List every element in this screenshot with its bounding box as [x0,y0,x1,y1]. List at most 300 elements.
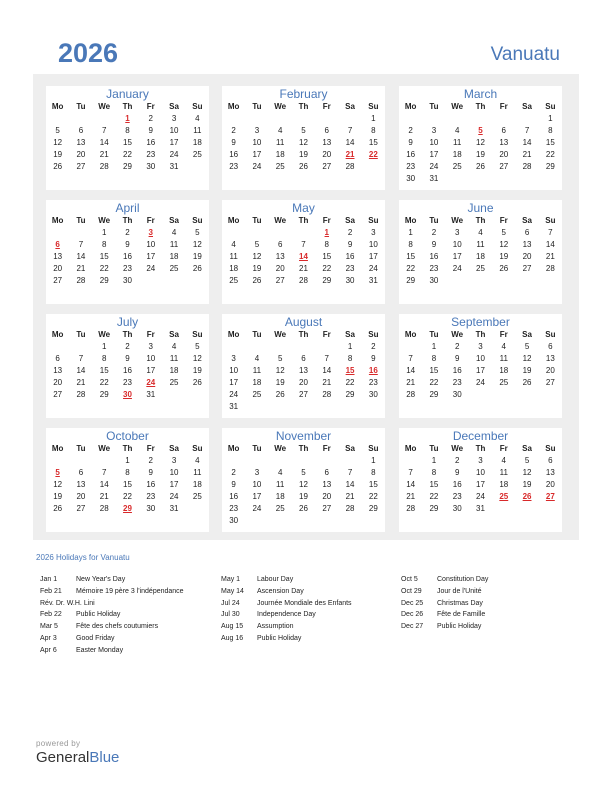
day-cell: 22 [429,378,439,387]
day-cell: 20 [322,492,332,501]
day-cell: 5 [301,468,306,477]
empty-cell [269,113,292,125]
day-cell: 11 [229,252,238,261]
brand-logo[interactable] [36,749,119,766]
day-cell: 23 [368,378,378,387]
month-june [399,200,562,304]
day-cell: 7 [548,228,553,237]
brand-general: General [36,749,90,766]
weekday-header: Su [368,102,379,111]
day-cell: 21 [545,252,555,261]
day-cell: 19 [275,378,285,387]
weekday-header: Tu [252,444,262,453]
holiday-name: Assumption [257,623,294,631]
empty-cell [422,113,445,125]
holiday-day-cell: 14 [299,252,308,261]
day-cell: 5 [195,228,200,237]
day-cell: 31 [229,402,239,411]
day-cell: 25 [275,162,285,171]
day-cell: 20 [76,492,86,501]
day-cell: 13 [545,354,555,363]
holiday-row [221,609,352,621]
day-cell: 20 [275,264,285,273]
day-cell: 7 [347,126,353,135]
weekday-header: Th [475,102,486,111]
day-cell: 12 [299,480,308,489]
weekday-header: Tu [76,444,86,453]
day-cell: 22 [322,264,332,273]
day-cell: 30 [452,504,462,513]
day-cell: 16 [146,138,156,147]
day-cell: 21 [76,264,86,273]
calendar-panel [33,74,579,540]
weekday-header: We [274,102,287,111]
day-cell: 14 [345,138,355,147]
day-cell: 29 [99,276,109,285]
day-cell: 19 [53,150,63,159]
day-cell: 23 [452,378,462,387]
weekday-header: Sa [522,444,532,453]
day-cell: 13 [76,480,86,489]
day-cell: 1 [408,228,413,237]
day-cell: 26 [275,390,285,399]
day-cell: 9 [148,468,153,477]
holiday-name: Jour de l'Unité [437,587,482,595]
empty-cell [46,455,69,467]
day-cell: 16 [452,480,462,489]
day-cell: 22 [123,492,132,501]
empty-cell [222,227,245,239]
day-cell: 16 [123,252,132,261]
day-cell: 12 [476,138,485,147]
weekday-header: Sa [345,330,355,339]
weekday-header: Th [298,330,309,339]
day-cell: 29 [545,162,555,171]
holiday-date: May 14 [221,587,244,595]
day-cell: 24 [252,162,262,171]
day-cell: 27 [522,264,532,273]
day-cell: 21 [406,492,416,501]
weekday-header: Fr [499,444,508,453]
day-cell: 12 [299,138,308,147]
day-cell: 15 [99,366,109,375]
day-cell: 14 [99,138,109,147]
day-cell: 27 [53,276,63,285]
day-cell: 23 [229,504,239,513]
day-cell: 3 [431,126,437,135]
day-cell: 8 [408,240,413,249]
day-cell: 1 [431,342,437,351]
day-cell: 10 [476,468,485,477]
day-cell: 21 [299,264,308,273]
weekday-header: Fr [146,102,155,111]
day-cell: 29 [429,390,439,399]
weekday-header: Su [192,216,203,225]
day-cell: 7 [301,240,306,249]
holiday-date: Mar 5 [40,623,58,631]
empty-cell [399,341,422,353]
holiday-date: Jul 30 [221,611,240,619]
day-cell: 30 [123,276,132,285]
day-cell: 9 [454,354,460,363]
day-grid [222,443,385,527]
day-cell: 29 [406,276,416,285]
holiday-row [40,609,184,621]
day-cell: 23 [123,378,132,387]
day-cell: 4 [195,456,200,465]
weekday-header: We [451,216,464,225]
day-cell: 25 [452,162,462,171]
day-cell: 6 [78,126,84,135]
day-cell: 19 [476,150,485,159]
holiday-column [40,574,184,657]
month-name: July [116,315,139,329]
month-name: June [467,201,494,215]
day-cell: 6 [548,342,553,351]
day-cell: 26 [476,162,485,171]
day-cell: 3 [148,342,153,351]
day-cell: 7 [101,468,107,477]
day-cell: 13 [275,252,285,261]
day-cell: 5 [277,354,283,363]
day-cell: 23 [146,150,156,159]
day-cell: 13 [76,138,86,147]
weekday-header: Th [122,444,133,453]
day-cell: 18 [229,264,239,273]
weekday-header: Th [122,330,133,339]
day-cell: 26 [192,378,202,387]
day-cell: 6 [324,468,329,477]
day-cell: 17 [169,480,179,489]
weekday-header: We [451,330,464,339]
day-cell: 10 [146,354,156,363]
day-cell: 15 [322,252,332,261]
day-cell: 18 [275,492,285,501]
weekday-header: Mo [404,330,417,339]
day-cell: 25 [499,378,509,387]
day-cell: 1 [125,456,130,465]
holiday-name: Journée Mondiale des Enfants [257,599,352,607]
empty-cell [446,113,469,125]
day-cell: 7 [524,126,530,135]
day-cell: 3 [254,468,260,477]
country-title: Vanuatu [490,44,560,65]
day-cell: 13 [299,366,308,375]
empty-cell [315,455,338,467]
day-cell: 2 [454,456,460,465]
day-cell: 21 [406,378,416,387]
day-cell: 8 [324,240,329,249]
empty-cell [93,455,116,467]
day-cell: 18 [499,366,509,375]
day-cell: 10 [229,366,239,375]
month-february [222,86,385,190]
weekday-header: Sa [169,330,179,339]
day-cell: 4 [501,342,506,351]
empty-cell [315,341,338,353]
weekday-header: We [98,102,111,111]
holiday-row [221,621,352,633]
day-cell: 4 [277,468,283,477]
day-cell: 3 [371,228,376,237]
day-cell: 28 [406,504,416,513]
day-grid [222,215,385,287]
day-cell: 18 [452,150,462,159]
weekday-header: Su [192,444,203,453]
day-cell: 1 [371,114,376,123]
weekday-header: Mo [51,216,64,225]
day-cell: 22 [123,150,132,159]
day-cell: 20 [545,480,555,489]
day-cell: 4 [171,228,177,237]
day-cell: 7 [408,354,413,363]
holiday-day-cell: 29 [123,504,132,513]
month-name: October [106,429,149,443]
day-cell: 27 [322,504,332,513]
day-cell: 10 [429,138,439,147]
day-cell: 27 [299,390,308,399]
day-cell: 11 [276,138,285,147]
empty-cell [399,455,422,467]
day-cell: 3 [254,126,260,135]
day-cell: 20 [53,264,63,273]
month-august [222,314,385,418]
day-cell: 22 [545,150,555,159]
brand-blue: Blue [89,749,120,766]
month-december [399,428,562,532]
holiday-date: Dec 25 [401,599,424,607]
day-cell: 9 [431,240,437,249]
day-cell: 4 [478,228,483,237]
month-name: November [275,429,332,443]
holiday-day-cell: 3 [148,228,153,237]
weekday-header: Mo [227,216,240,225]
empty-cell [269,341,292,353]
empty-cell [245,227,268,239]
day-cell: 12 [53,480,63,489]
day-cell: 2 [148,456,153,465]
weekday-header: Sa [522,330,532,339]
day-cell: 11 [193,126,202,135]
holiday-date: Aug 16 [221,634,244,642]
day-grid [399,101,562,185]
day-cell: 19 [53,492,63,501]
weekday-header: Su [545,102,556,111]
month-name: December [452,429,509,443]
day-cell: 27 [53,390,63,399]
day-cell: 24 [429,162,439,171]
day-cell: 17 [429,150,439,159]
day-cell: 9 [125,354,130,363]
day-cell: 20 [53,378,63,387]
day-grid [399,329,562,401]
empty-cell [46,113,69,125]
holiday-row [40,574,184,586]
day-cell: 4 [171,342,177,351]
day-cell: 9 [347,240,353,249]
day-cell: 31 [169,162,179,171]
day-cell: 29 [99,390,109,399]
day-cell: 15 [368,138,378,147]
holiday-date: Aug 15 [221,623,244,631]
day-cell: 17 [452,252,462,261]
day-cell: 22 [99,378,109,387]
weekday-header: We [98,216,111,225]
day-cell: 1 [431,456,437,465]
day-cell: 20 [499,150,509,159]
day-cell: 11 [169,354,179,363]
day-cell: 12 [192,354,202,363]
day-cell: 6 [277,240,283,249]
empty-cell [269,227,292,239]
weekday-header: Fr [146,216,155,225]
day-cell: 21 [99,150,109,159]
holiday-column [221,574,352,645]
day-cell: 24 [452,264,462,273]
day-cell: 23 [429,264,439,273]
day-cell: 29 [123,162,132,171]
weekday-header: Fr [499,330,508,339]
day-cell: 12 [522,354,532,363]
month-october [46,428,209,532]
day-cell: 13 [322,138,332,147]
holiday-name: Public Holiday [437,623,482,631]
empty-cell [222,113,245,125]
day-cell: 18 [476,252,485,261]
day-cell: 30 [146,162,156,171]
day-cell: 27 [545,378,555,387]
day-cell: 30 [406,174,416,183]
empty-cell [46,227,69,239]
holiday-date: Dec 27 [401,623,424,631]
day-cell: 4 [254,354,260,363]
holiday-row [40,586,184,598]
holiday-name: Easter Monday [76,646,124,654]
day-cell: 19 [299,150,308,159]
weekday-header: Fr [499,102,508,111]
day-cell: 28 [76,390,86,399]
day-cell: 22 [368,492,378,501]
day-cell: 14 [345,480,355,489]
day-cell: 2 [148,114,153,123]
weekday-header: Sa [345,102,355,111]
day-cell: 10 [146,240,156,249]
holiday-day-cell: 16 [368,366,378,375]
holiday-date: Rév. Dr. W.H. Lini [40,599,95,607]
day-cell: 2 [371,342,376,351]
day-cell: 20 [522,252,532,261]
day-cell: 9 [371,354,376,363]
day-cell: 9 [148,126,153,135]
day-cell: 5 [524,456,530,465]
month-september [399,314,562,418]
empty-cell [292,455,315,467]
day-cell: 25 [192,150,202,159]
day-cell: 8 [431,354,437,363]
day-cell: 8 [125,126,130,135]
day-cell: 12 [275,366,285,375]
day-cell: 4 [195,114,200,123]
day-cell: 26 [299,162,308,171]
weekday-header: Mo [404,102,417,111]
weekday-header: Th [122,102,133,111]
month-may [222,200,385,304]
day-cell: 9 [231,138,236,147]
day-cell: 10 [476,354,485,363]
day-cell: 19 [192,252,202,261]
day-cell: 13 [499,138,509,147]
weekday-header: We [274,444,287,453]
month-april [46,200,209,304]
day-cell: 23 [406,162,416,171]
day-cell: 15 [123,480,132,489]
day-cell: 25 [476,264,485,273]
day-cell: 5 [501,228,506,237]
holiday-name: Mémoire 19 père 3 l'indépendance [76,587,184,595]
weekday-header: Th [475,444,486,453]
day-cell: 14 [406,366,416,375]
weekday-header: We [274,216,287,225]
day-cell: 6 [548,456,553,465]
day-cell: 27 [76,162,86,171]
day-cell: 28 [345,504,355,513]
day-cell: 1 [371,456,376,465]
day-cell: 3 [171,114,177,123]
weekday-header: Su [368,216,379,225]
day-cell: 24 [476,378,485,387]
day-cell: 4 [454,126,460,135]
day-cell: 2 [231,468,236,477]
weekday-header: Mo [404,216,417,225]
day-grid [399,443,562,515]
day-cell: 10 [252,480,262,489]
empty-cell [69,227,92,239]
empty-cell [93,113,116,125]
day-cell: 26 [252,276,262,285]
day-cell: 29 [429,504,439,513]
day-cell: 26 [192,264,202,273]
day-grid [46,329,209,401]
day-cell: 11 [193,468,202,477]
day-cell: 18 [275,150,285,159]
day-cell: 16 [406,150,416,159]
day-cell: 31 [476,504,485,513]
day-cell: 18 [169,252,179,261]
holiday-name: Good Friday [76,634,115,642]
day-cell: 6 [78,468,84,477]
month-name: September [451,315,510,329]
holiday-day-cell: 26 [522,492,532,501]
holiday-day-cell: 24 [146,378,156,387]
month-name: March [463,87,498,101]
day-cell: 1 [101,228,107,237]
weekday-header: Fr [499,216,508,225]
day-cell: 11 [453,138,462,147]
day-cell: 14 [322,366,332,375]
day-cell: 31 [368,276,378,285]
day-cell: 2 [431,228,437,237]
day-cell: 14 [76,366,86,375]
day-cell: 27 [322,162,332,171]
holiday-column [401,574,488,633]
day-cell: 29 [322,276,332,285]
day-cell: 28 [299,276,308,285]
day-cell: 30 [452,390,462,399]
empty-cell [515,113,538,125]
day-cell: 16 [429,252,439,261]
day-cell: 3 [231,354,236,363]
day-cell: 11 [476,240,485,249]
